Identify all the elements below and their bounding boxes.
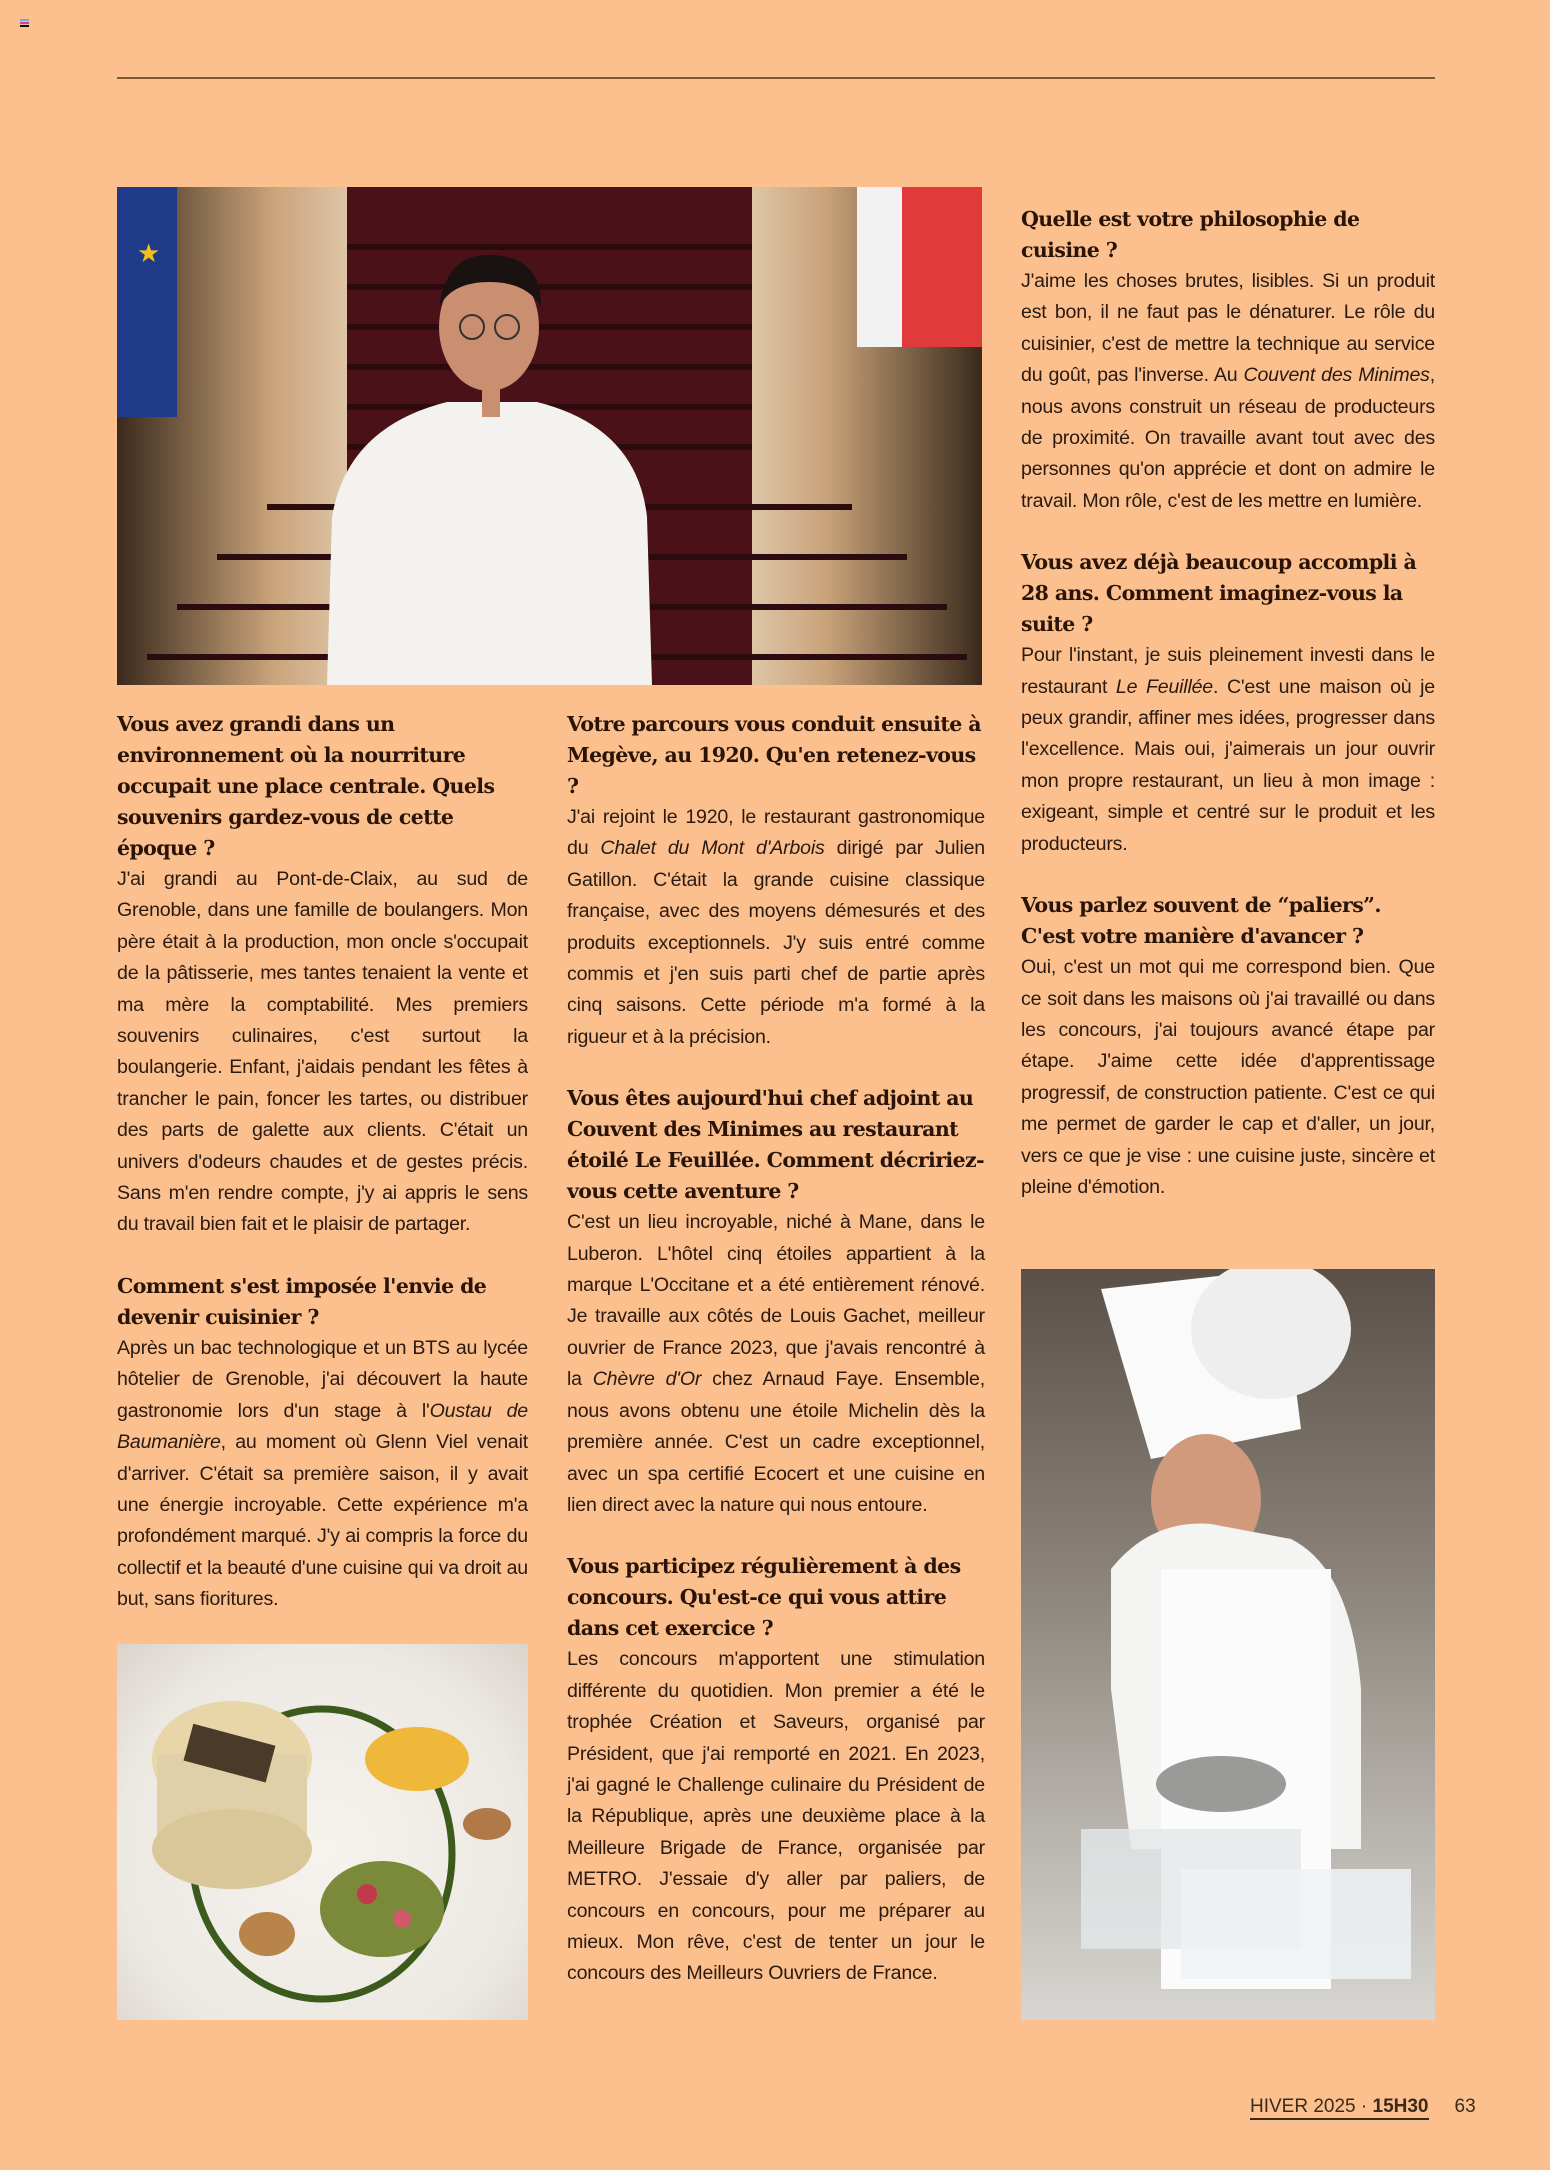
answer-text: Oui, c'est un mot qui me correspond bien. Que ce soit dans les maisons où j'ai travaillé ou dans les concours, j'ai toujours avancé étape par étape. J'aime cette idée d'apprentissage progressif, de construction patiente. C'est ce qui me permet de garder le cap et d'aller, un jour, vers ce que je vise : une cuisine juste, sincère et pleine d'émotion.: [1021, 956, 1435, 1198]
answer-text: J'aime les choses brutes, lisibles. Si un produit est bon, il ne faut pas le dénaturer. Le rôle du cuisinier, c'est de mettre la technique au service du goût, pas l'inverse. Au: [1021, 270, 1435, 387]
answer-text: J'ai grandi au Pont-de-Claix, au sud de Grenoble, dans une famille de boulangers. Mon père était à la production, mon oncle s'occupait de la pâtisserie, mes tantes tenaient la vente et ma mère la comptabilité. Mes premiers souvenirs culinaires, c'est surtout la boulangerie. Enfant, j'aidais pendant les fêtes à trancher le pain, foncer les tartes, ou distribuer des parts de galette aux clients. C'était un univers d'odeurs chaudes et de gestes précis. Sans m'en rendre compte, j'y ai appris le sens du travail bien fait et le plaisir de partager.: [117, 868, 528, 1236]
dish-photo: [117, 1644, 528, 2020]
spacer: [1021, 860, 1435, 890]
interview-answer: [1021, 952, 1435, 1203]
issue-season: HIVER 2025 ·: [1250, 2096, 1373, 2117]
magazine-name: 15H30: [1372, 2096, 1429, 2117]
column-2: [567, 709, 985, 1990]
svg-text:★: ★: [137, 238, 161, 268]
spacer: [1021, 517, 1435, 547]
answer-text: chez Arnaud Faye. Ensemble, nous avons obtenu une étoile Michelin dès la première année. C'est un cadre exceptionnel, avec un spa certifié Ecocert et une cuisine en lien direct avec la nature qui nous entoure.: [567, 1368, 985, 1516]
interview-question: Votre parcours vous conduit ensuite à Megève, au 1920. Qu'en retenez-vous ?: [567, 712, 981, 798]
interview-answer: [567, 802, 985, 1053]
spacer: [117, 1241, 528, 1271]
italic-name: Chèvre d'Or: [592, 1368, 702, 1391]
answer-text: C'est un lieu incroyable, niché à Mane, dans le Luberon. L'hôtel cinq étoiles appartient à la marque L'Occitane et a été entièrement rénové. Je travaille aux côtés de Louis Gachet, meilleur ouvrier de France 2023, que j'avais rencontré à la: [567, 1211, 985, 1391]
answer-text: Après un bac technologique et un BTS au lycée hôtelier de Grenoble, j'ai découvert la haute gastronomie lors d'un stage à l': [117, 1336, 528, 1422]
french-flag: [902, 187, 982, 347]
interview-question: Vous êtes aujourd'hui chef adjoint au Couvent des Minimes au restaurant étoilé Le Feuillée. Comment décririez-vous cette aventure ?: [567, 1086, 984, 1204]
interview-question: Vous avez grandi dans un environnement où la nourriture occupait une place centrale. Quels souvenirs gardez-vous de cette époque ?: [117, 712, 495, 860]
italic-name: Oustau de Baumanière: [117, 1399, 528, 1454]
column-1: [117, 709, 528, 1616]
eu-flag: [117, 187, 177, 417]
issue-label: [1250, 2096, 1429, 2120]
chef-portrait-photo: [117, 187, 982, 685]
answer-text: dirigé par Julien Gatillon. C'était la grande cuisine classique française, avec des moyens démesurés et des produits exceptionnels. J'y suis entré comme commis et j'en suis parti chef de partie après cinq saisons. Cette période m'a formé à la rigueur et à la précision.: [567, 837, 986, 1048]
interview-answer: [567, 1644, 985, 1989]
top-rule: [117, 77, 1435, 79]
italic-name: Couvent des Minimes: [1243, 364, 1430, 387]
interview-answer: [117, 1333, 528, 1616]
print-registration-marks: [20, 19, 29, 28]
interview-answer: [1021, 266, 1435, 517]
answer-text: J'ai rejoint le 1920, le restaurant gastronomique du: [567, 806, 985, 860]
spacer: [567, 1053, 985, 1083]
interview-question: Comment s'est imposée l'envie de devenir cuisinier ?: [117, 1273, 487, 1329]
italic-name: Chalet du Mont d'Arbois: [600, 837, 825, 860]
answer-text: . C'est une maison où je peux grandir, affiner mes idées, progresser dans l'excellence. Mais oui, j'aimerais un jour ouvrir mon propre restaurant, un lieu à mon image : exigeant, simple et centré sur le produit et les producteurs.: [1021, 675, 1436, 855]
answer-text: , au moment où Glenn Viel venait d'arriver. C'était sa première saison, il y avait une énergie incroyable. Cette expérience m'a profondément marqué. J'y ai compris la force du collectif et la beauté d'une cuisine qui va droit au but, sans fioritures.: [117, 1431, 528, 1611]
answer-text: Les concours m'apportent une stimulation différente du quotidien. Mon premier a été le trophée Création et Saveurs, organisé par Président, que j'ai remporté en 2021. En 2023, j'ai gagné le Challenge culinaire du Président de la République, après une deuxième place à la Meilleure Brigade de France, organisée par METRO. J'essaie d'y aller par paliers, de concours en concours, pour me préparer au mieux. Mon rêve, c'est de tenter un jour le concours des Meilleurs Ouvriers de France.: [567, 1648, 985, 1985]
interview-answer: [117, 864, 528, 1241]
page-footer: [1250, 2096, 1476, 2118]
interview-answer: [1021, 640, 1435, 860]
interview-question: Quelle est votre philosophie de cuisine ?: [1021, 207, 1360, 262]
page-number: 63: [1454, 2096, 1476, 2117]
interview-question: Vous avez déjà beaucoup accompli à 28 ans. Comment imaginez-vous la suite ?: [1021, 550, 1417, 637]
interview-question: Vous parlez souvent de “paliers”. C'est votre manière d'avancer ?: [1021, 893, 1381, 949]
column-3: [1021, 204, 1435, 1203]
interview-answer: [567, 1207, 985, 1521]
chef-kitchen-photo: [1021, 1269, 1435, 2020]
answer-text: Pour l'instant, je suis pleinement investi dans le restaurant: [1021, 644, 1435, 698]
answer-text: , nous avons construit un réseau de producteurs de proximité. On travaille avant tout avec des personnes qu'on apprécie et dont on admire le travail. Mon rôle, c'est de les mettre en lumière.: [1021, 364, 1435, 512]
spacer: [567, 1521, 985, 1551]
italic-name: Le Feuillée: [1115, 675, 1214, 698]
interview-question: Vous participez régulièrement à des concours. Qu'est-ce qui vous attire dans cet exercice ?: [567, 1554, 961, 1641]
